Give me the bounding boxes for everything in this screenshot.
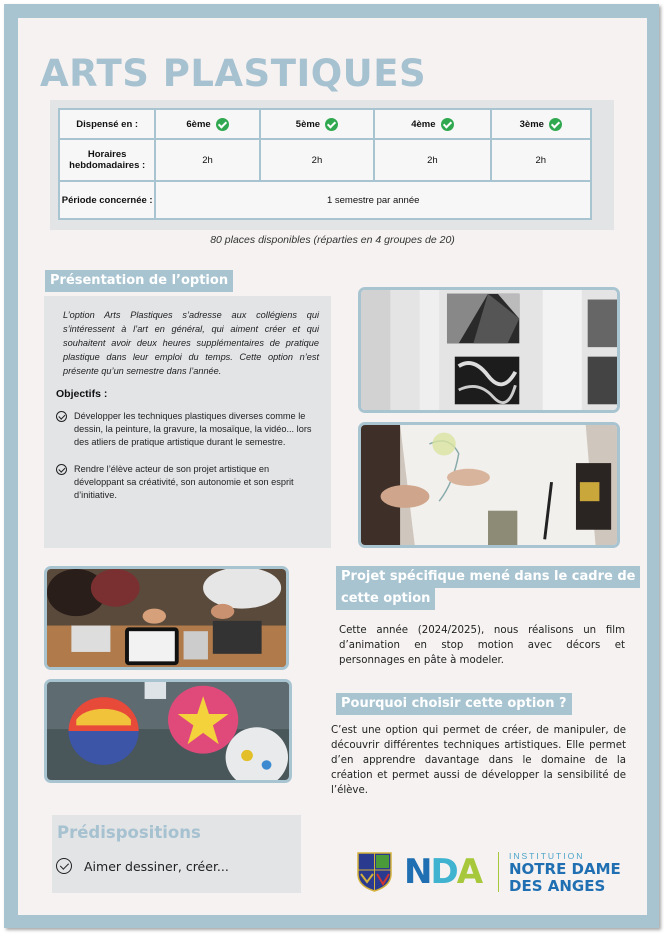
- objectives-heading: Objectifs :: [56, 388, 108, 400]
- places-note: 80 places disponibles (réparties en 4 groupes de 20): [210, 234, 455, 246]
- presentation-heading: Présentation de l’option: [45, 270, 233, 292]
- level-cell: [155, 109, 259, 139]
- nda-letter: D: [430, 852, 457, 892]
- projet-heading-line1: Projet spécifique mené dans le cadre de: [336, 566, 640, 588]
- presentation-text: L’option Arts Plastiques s’adresse aux collégiens qui s’intéressent à l’art en général, qui aiment créer et qui souhaitent avoir deux heures supplémentaires de pratique plastique dans leur emploi du temps. Cette option n’est présente qu’un semestre dans l’année.: [63, 310, 319, 376]
- level-label: 4ème: [411, 118, 436, 130]
- table-row: [59, 139, 591, 181]
- page-title: ARTS PLASTIQUES: [40, 52, 427, 95]
- nda-logo: [404, 852, 481, 892]
- coat-of-arms-icon: [357, 852, 392, 892]
- predispositions-heading: Prédispositions: [57, 823, 201, 842]
- level-label: 6ème: [186, 118, 211, 130]
- hours-cell: 2h: [260, 139, 374, 181]
- logo-divider: [498, 852, 499, 892]
- page: [18, 18, 647, 915]
- period-cell: 1 semestre par année: [155, 181, 591, 219]
- level-cell: [260, 109, 374, 139]
- hours-cell: 2h: [491, 139, 591, 181]
- mosaic-photo: [44, 679, 292, 783]
- row-label-periode: Période concernée :: [59, 181, 155, 219]
- level-label: 3ème: [519, 118, 544, 130]
- hours-cell: 2h: [155, 139, 259, 181]
- row-label-dispense: Dispensé en :: [59, 109, 155, 139]
- check-icon: [441, 118, 454, 131]
- institution-line1: NOTRE DAME: [509, 859, 621, 878]
- list-item: [56, 463, 319, 502]
- predispositions-panel: [52, 815, 301, 893]
- page-frame: [4, 4, 659, 928]
- nda-letter: N: [404, 852, 431, 892]
- check-icon: [216, 118, 229, 131]
- info-table: [58, 108, 592, 220]
- objective-text: Rendre l’élève acteur de son projet artistique en développant sa créativité, son autonomie et son esprit d’initiative.: [74, 464, 294, 500]
- level-label: 5ème: [295, 118, 321, 130]
- table-row: [59, 181, 591, 219]
- pourquoi-text: C’est une option qui permet de créer, de manipuler, de découvrir différentes techniques artistiques. Elle permet d’en apprendre davantage dans le domaine de la création et permet aussi de développer la sensibilité de l’élève.: [331, 725, 626, 796]
- check-circle-icon: [56, 464, 67, 475]
- list-item: [56, 858, 229, 874]
- projet-text: Cette année (2024/2025), nous réalisons un film d’animation en stop motion avec décors et personnages en pâte à modeler.: [339, 625, 625, 666]
- workshop-photo: [44, 566, 289, 670]
- institution-label: INSTITUTION: [509, 851, 585, 861]
- drawing-photo: [358, 422, 620, 548]
- nda-letter: A: [456, 852, 482, 892]
- list-item: [56, 410, 319, 449]
- projet-heading-line2: cette option: [336, 588, 435, 610]
- check-circle-icon: [56, 858, 72, 874]
- check-icon: [549, 118, 562, 131]
- check-icon: [325, 118, 338, 131]
- school-logos: [357, 850, 627, 894]
- artwork-photo: [358, 287, 620, 413]
- level-cell: [374, 109, 490, 139]
- level-cell: [491, 109, 591, 139]
- objective-text: Développer les techniques plastiques diverses comme le dessin, la peinture, la gravure, la mosaïque, la vidéo... lors des atliers de pratique artistique durant le semestre.: [74, 411, 312, 447]
- check-circle-icon: [56, 411, 67, 422]
- pourquoi-heading: Pourquoi choisir cette option ?: [336, 693, 572, 715]
- predisposition-text: Aimer dessiner, créer...: [84, 858, 229, 874]
- institution-line2: DES ANGES: [509, 876, 606, 895]
- table-row: [59, 109, 591, 139]
- info-table-panel: [50, 100, 614, 230]
- institution-name: [509, 852, 621, 895]
- hours-cell: 2h: [374, 139, 490, 181]
- row-label-horaires: Horaires hebdomadaires :: [59, 139, 155, 181]
- presentation-panel: [44, 296, 331, 548]
